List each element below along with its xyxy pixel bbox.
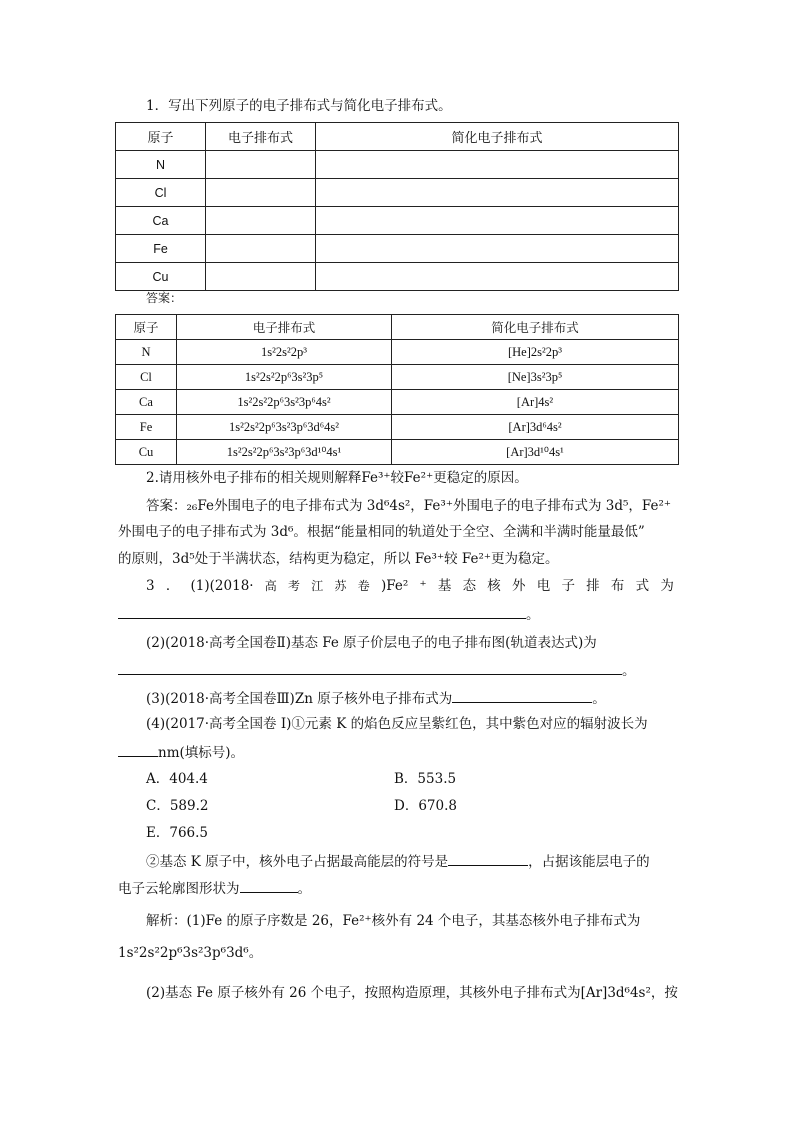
answer-2-line-1: 答案：₂₆Fe外围电子的电子排布式为 3d⁶4s²，Fe³⁺外围电子的电子排布式为 3d⁵，Fe²⁺ xyxy=(146,498,672,514)
full-config-cell: 1s²2s²2p⁶3s²3p⁶4s² xyxy=(177,390,392,415)
table-row xyxy=(116,340,679,365)
table-header-row xyxy=(116,123,679,151)
header-full-config: 电子排布式 xyxy=(206,123,316,151)
intro-word: (1)(2018· xyxy=(190,578,254,594)
answer-blank[interactable] xyxy=(118,604,526,619)
period: 。 xyxy=(622,663,636,679)
answer-2-line-3: 的原则，3d⁵处于半满状态，结构更为稳定，所以 Fe³⁺较 Fe²⁺更为稳定。 xyxy=(118,551,559,567)
short-config-cell: [Ar]4s² xyxy=(392,390,679,415)
intro-word: 子 xyxy=(561,578,575,594)
period: 。 xyxy=(526,607,540,623)
empty-cell xyxy=(316,179,679,207)
question-3-4-line-1: (4)(2017·高考全国卷 Ⅰ)①元素 K 的焰色反应呈紫红色，其中紫色对应的辐射波长为 xyxy=(146,716,648,732)
header-full-config: 电子排布式 xyxy=(177,315,392,340)
table-row xyxy=(116,235,679,263)
header-atom: 原子 xyxy=(116,123,206,151)
full-config-cell: 1s²2s²2p⁶3s²3p⁶3d⁶4s² xyxy=(177,415,392,440)
empty-cell xyxy=(206,235,316,263)
empty-cell xyxy=(316,263,679,291)
answer-2-line-2: 外围电子的电子排布式为 3d⁶。根据“能量相同的轨道处于全空、全满和半满时能量最低” xyxy=(118,524,645,540)
intro-word: ⁺ xyxy=(419,578,427,594)
full-config-cell: 1s²2s²2p⁶3s²3p⁵ xyxy=(177,365,392,390)
blank-table xyxy=(115,122,679,291)
answer-line-q3-2 xyxy=(118,660,636,681)
question-3-3-text: (3)(2018·高考全国卷Ⅲ)Zn 原子核外电子排布式为 xyxy=(146,691,453,707)
short-config-cell: [Ne]3s²3p⁵ xyxy=(392,365,679,390)
option-c: C．589.2 xyxy=(146,798,209,814)
table-row xyxy=(116,440,679,465)
question-3-intro xyxy=(146,576,674,596)
table-row xyxy=(116,207,679,235)
intro-word: 排 xyxy=(586,578,600,594)
intro-word: 考 xyxy=(288,579,301,593)
header-atom: 原子 xyxy=(116,315,177,340)
atom-cell: Cl xyxy=(116,365,177,390)
empty-cell xyxy=(206,179,316,207)
atom-cell: Fe xyxy=(116,415,177,440)
atom-cell: Cu xyxy=(116,263,206,291)
question-1-title: 1．写出下列原子的电子排布式与简化电子排布式。 xyxy=(146,98,452,114)
intro-word: 卷 xyxy=(357,579,370,593)
full-config-cell: 1s²2s²2p³ xyxy=(177,340,392,365)
short-config-cell: [Ar]3d¹⁰4s¹ xyxy=(392,440,679,465)
atom-cell: N xyxy=(116,340,177,365)
intro-word: 外 xyxy=(512,578,526,594)
intro-word: 苏 xyxy=(334,579,347,593)
table-header-row xyxy=(116,315,679,340)
table-row xyxy=(116,151,679,179)
header-short-config: 简化电子排布式 xyxy=(316,123,679,151)
atom-cell: Ca xyxy=(116,207,206,235)
answer-blank[interactable] xyxy=(118,660,622,675)
answer-blank[interactable] xyxy=(448,851,528,866)
short-config-cell: [Ar]3d⁶4s² xyxy=(392,415,679,440)
empty-cell xyxy=(316,235,679,263)
option-e: E．766.5 xyxy=(146,825,209,841)
answer-table xyxy=(115,314,679,465)
option-b: B．553.5 xyxy=(394,771,457,787)
intro-word: 电 xyxy=(536,578,551,594)
empty-cell xyxy=(206,207,316,235)
answer-label: 答案： xyxy=(146,291,183,305)
intro-word: 式 xyxy=(635,578,650,594)
intro-word: 核 xyxy=(487,578,501,594)
atom-cell: Cl xyxy=(116,179,206,207)
table-row xyxy=(116,415,679,440)
intro-word: 高 xyxy=(264,579,277,593)
analysis-line-3: (2)基态 Fe 原子核外有 26 个电子，按照构造原理，其核外电子排布式为[Ar]3d⁶4s²，按 xyxy=(146,985,678,1001)
answer-blank[interactable] xyxy=(240,878,298,893)
table-row xyxy=(116,263,679,291)
header-short-config: 简化电子排布式 xyxy=(392,315,679,340)
short-config-cell: [He]2s²2p³ xyxy=(392,340,679,365)
analysis-line-2: 1s²2s²2p⁶3s²3p⁶3d⁶。 xyxy=(118,945,263,961)
empty-cell xyxy=(206,263,316,291)
empty-cell xyxy=(316,151,679,179)
question-3-4b-line-2-text: 电子云轮廓图形状为 xyxy=(118,881,240,897)
question-3-4b-text-a: ②基态 K 原子中，核外电子占据最高能层的符号是 xyxy=(146,854,449,870)
table-row xyxy=(116,365,679,390)
table-row xyxy=(116,179,679,207)
question-3-2-text: (2)(2018·高考全国卷Ⅱ)基态 Fe 原子价层电子的电子排布图(轨道表达式)为 xyxy=(146,635,597,651)
intro-word: 基 xyxy=(437,578,452,594)
atom-cell: N xyxy=(116,151,206,179)
analysis-line-1: 解析：(1)Fe 的原子序数是 26，Fe²⁺核外有 24 个电子，其基态核外电子排布式为 xyxy=(146,913,641,929)
question-2-text: 2.请用核外电子排布的相关规则解释Fe³⁺较Fe²⁺更稳定的原因。 xyxy=(146,470,528,486)
table-row xyxy=(116,390,679,415)
option-a: A．404.4 xyxy=(146,771,208,787)
intro-word: 态 xyxy=(462,578,477,594)
intro-word: 3 xyxy=(146,578,155,594)
question-3-4-line-2-text: nm(填标号)。 xyxy=(158,745,245,761)
empty-cell xyxy=(316,207,679,235)
atom-cell: Cu xyxy=(116,440,177,465)
option-d: D．670.8 xyxy=(394,798,457,814)
atom-cell: Ca xyxy=(116,390,177,415)
answer-blank[interactable] xyxy=(452,688,592,703)
full-config-cell: 1s²2s²2p⁶3s²3p⁶3d¹⁰4s¹ xyxy=(177,440,392,465)
question-3-4-line-2 xyxy=(118,742,244,763)
period: 。 xyxy=(297,881,311,897)
answer-blank[interactable] xyxy=(118,742,158,757)
empty-cell xyxy=(206,151,316,179)
question-3-4b-text-b: ，占据该能层电子的 xyxy=(528,854,650,870)
atom-cell: Fe xyxy=(116,235,206,263)
intro-word: ． xyxy=(165,578,180,594)
question-3-3 xyxy=(146,688,606,709)
intro-word: 为 xyxy=(660,578,674,594)
intro-word: 江 xyxy=(311,579,324,593)
answer-line-q3-1 xyxy=(118,604,540,625)
question-3-4b-line-2 xyxy=(118,878,311,899)
question-3-4b-line-1 xyxy=(146,851,650,872)
intro-word: 布 xyxy=(610,578,625,594)
period: 。 xyxy=(592,691,606,707)
intro-word: )Fe² xyxy=(380,578,409,594)
